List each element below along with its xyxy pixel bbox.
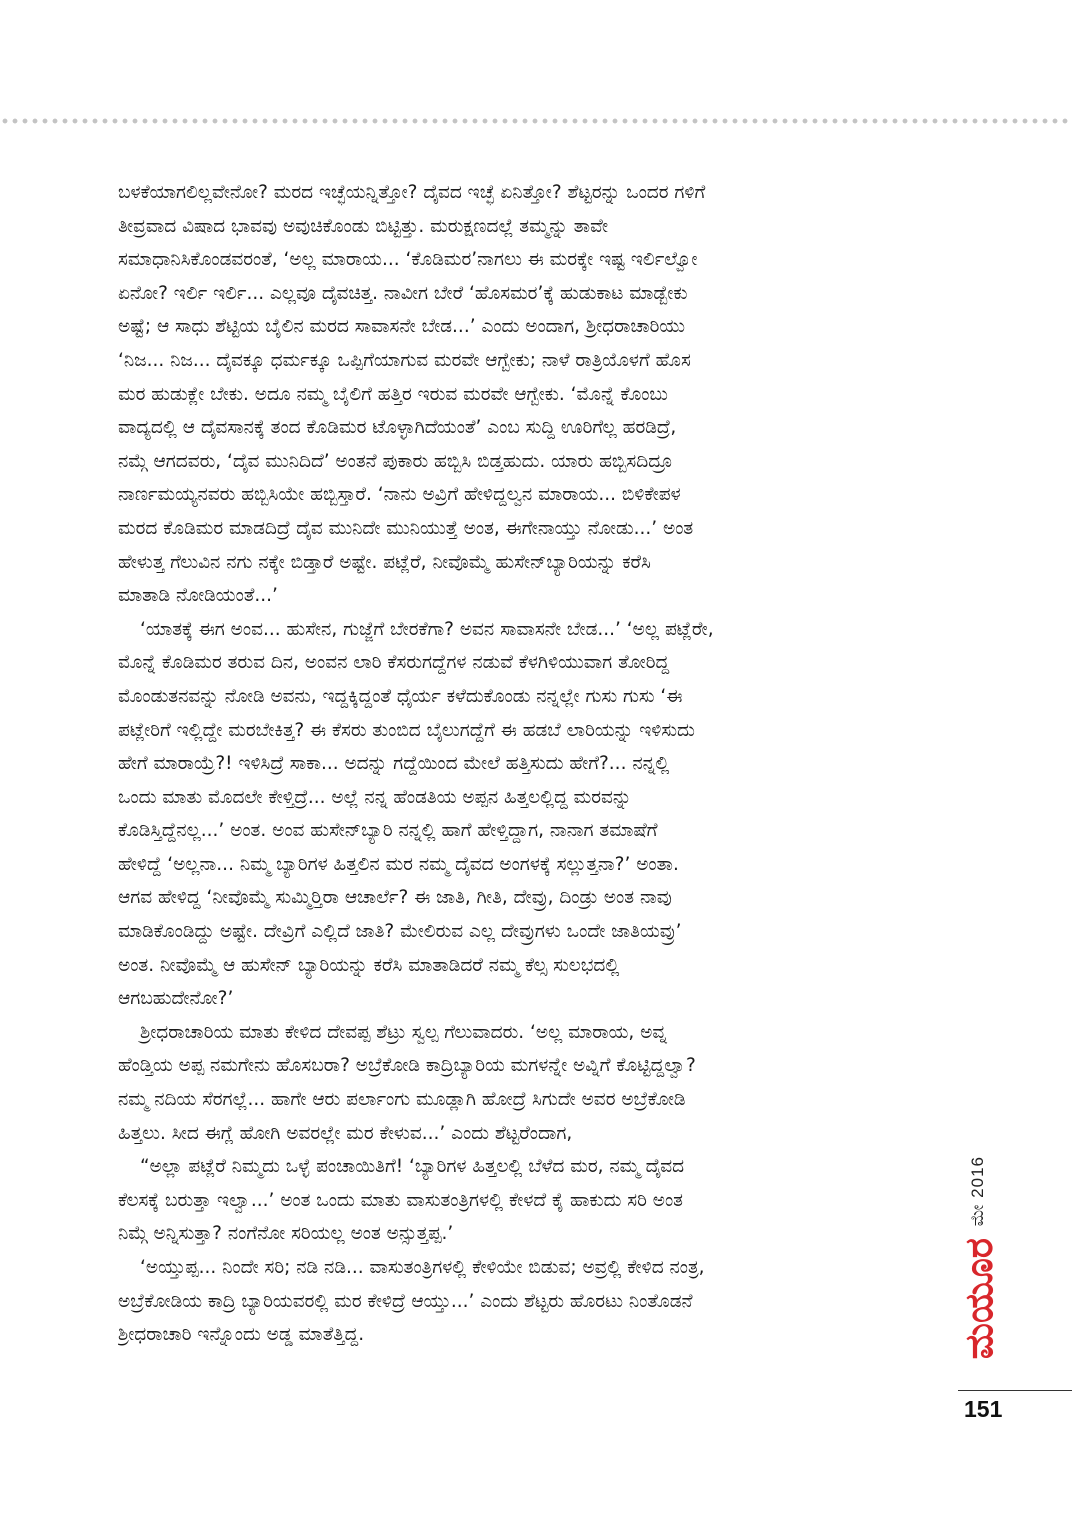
text-line: ಕೆಲಸಕ್ಕೆ ಬರುತ್ತಾ ಇಲ್ವಾ...’ ಅಂತ ಒಂದು ಮಾತು ವಾಸುತಂತ್ರಿಗಳಲ್ಲಿ ಕೇಳದೆ ಕೈ ಹಾಕುದು ಸರಿ ಅಂತ bbox=[118, 1189, 683, 1211]
text-line: ಹೇಳಿದ್ದೆ ‘ಅಲ್ಲನಾ... ನಿಮ್ಮ ಬ್ಯಾರಿಗಳ ಹಿತ್ತಲಿನ ಮರ ನಮ್ಮ ದೈವದ ಅಂಗಳಕ್ಕೆ ಸಲ್ಲುತ್ತನಾ?’ ಅಂತಾ. bbox=[118, 853, 679, 875]
text-line: ‘ಯಾತಕ್ಕೆ ಈಗ ಅಂವ... ಹುಸೇನ, ಗುಜ್ಜೆಗೆ ಬೇರಕೆಗಾ? ಅವನ ಸಾವಾಸನೇ ಬೇಡ...’ ‘ಅಲ್ಲ ಪಟ್ಲೆರೇ, bbox=[140, 618, 714, 640]
text-line: ಅಬ್ರೆಕೋಡಿಯ ಕಾದ್ರಿ ಬ್ಯಾರಿಯವರಲ್ಲಿ ಮರ ಕೇಳಿದ್ರೆ ಆಯ್ತು...’ ಎಂದು ಶೆಟ್ಟರು ಹೊರಟು ನಿಂತೊಡನೆ bbox=[118, 1290, 693, 1312]
text-line: ಮಾಡಿಕೊಂಡಿದ್ದು ಅಷ್ಟೇ. ದೇವ್ರಿಗೆ ಎಲ್ಲಿದೆ ಜಾತಿ? ಮೇಲಿರುವ ಎಲ್ಲ ದೇವ್ರುಗಳು ಒಂದೇ ಜಾತಿಯವ್ರು’ bbox=[118, 921, 682, 943]
text-line: ವಾದ್ಯದಲ್ಲಿ ಆ ದೈವಸಾನಕ್ಕೆ ತಂದ ಕೊಡಿಮರ ಟೊಳ್ಳಾಗಿದೆಯಂತೆ’ ಎಂಬ ಸುದ್ದಿ ಊರಿಗೆಲ್ಲ ಹರಡಿದ್ರೆ, bbox=[118, 417, 677, 439]
paragraph bbox=[118, 613, 948, 1016]
text-line: ಮೊಂಡುತನವನ್ನು ನೋಡಿ ಅವನು, ಇದ್ದಕ್ಕಿದ್ದಂತೆ ಧೈರ್ಯ ಕಳೆದುಕೊಂಡು ನನ್ನಲ್ಲೇ ಗುಸು ಗುಸು ‘ಈ bbox=[118, 685, 683, 707]
dotted-divider bbox=[0, 117, 1072, 125]
text-line: ನಿಮ್ಗೆ ಅನ್ನಿಸುತ್ತಾ? ನಂಗೆನೋ ಸರಿಯಲ್ಲ ಅಂತ ಅನ್ಸುತ್ತಪ್ಪ.’ bbox=[118, 1223, 454, 1245]
text-line: ಆಗವ ಹೇಳಿದ್ದ ‘ನೀವೊಮ್ಮೆ ಸುಮ್ಮಿರ್‍ತಿರಾ ಆಚಾರ್ಲೆ? ಈ ಜಾತಿ, ಗೀತಿ, ದೇವ್ರು, ದಿಂಡ್ರು ಅಂತ ನಾವು bbox=[118, 887, 672, 909]
text-line: ಏನೋ? ಇರ್ಲಿ ಇರ್ಲಿ... ಎಲ್ಲವೂ ದೈವಚಿತ್ತ. ನಾವೀಗ ಬೇರೆ ‘ಹೊಸಮರ’ಕ್ಕೆ ಹುಡುಕಾಟ ಮಾಡ್ಬೇಕು bbox=[118, 282, 688, 304]
paragraph bbox=[118, 1016, 948, 1150]
page-number: 151 bbox=[964, 1396, 1003, 1422]
text-line: ಮರ ಹುಡುಕ್ಲೇ ಬೇಕು. ಅದೂ ನಮ್ಮ ಬೈಲಿಗೆ ಹತ್ತಿರ ಇರುವ ಮರವೇ ಆಗ್ಬೇಕು. ‘ಮೊನ್ನೆ ಕೊಂಬು bbox=[118, 383, 668, 405]
text-line: ಮೊನ್ನೆ ಕೊಡಿಮರ ತರುವ ದಿನ, ಅಂವನ ಲಾರಿ ಕೆಸರುಗದ್ದೆಗಳ ನಡುವೆ ಕೆಳಗಿಳಿಯುವಾಗ ತೋರಿದ್ದ bbox=[118, 652, 670, 674]
text-line: ಬಳಕೆಯಾಗಲಿಲ್ಲವೇನೋ? ಮರದ ಇಚ್ಛೆಯನ್ನಿತ್ತೋ? ದೈವದ ಇಚ್ಛೆ ಏನಿತ್ತೋ? ಶೆಟ್ಟರನ್ನು ಒಂದರ ಗಳಿಗೆ bbox=[118, 182, 706, 203]
text-line: ‘ಅಯ್ತುಪ್ಪ... ನಿಂದೇ ಸರಿ; ನಡಿ ನಡಿ... ವಾಸುತಂತ್ರಿಗಳಲ್ಲಿ ಕೇಳಿಯೇ ಬಿಡುವ; ಅವ್ರಲ್ಲಿ ಕೇಳಿದ ನಂತ್ರ, bbox=[140, 1257, 705, 1278]
text-line: ಪಟ್ಲೇರಿಗೆ ಇಲ್ಲಿದ್ದೇ ಮರಬೇಕಿತ್ತ? ಈ ಕೆಸರು ತುಂಬಿದ ಬೈಲುಗದ್ದೆಗೆ ಈ ಹಡಬೆ ಲಾರಿಯನ್ನು ಇಳಿಸುದು bbox=[118, 719, 695, 741]
text-line: ಹೆಂಡ್ತಿಯ ಅಪ್ಪ ನಮಗೇನು ಹೊಸಬರಾ? ಅಬ್ರೆಕೋಡಿ ಕಾದ್ರಿಬ್ಯಾರಿಯ ಮಗಳನ್ನೇ ಅವ್ನಿಗೆ ಕೊಟ್ಟಿದ್ದಲ್ವಾ? bbox=[118, 1055, 696, 1077]
text-line: ಹಿತ್ತಲು. ಸೀದ ಈಗ್ಲೆ ಹೋಗಿ ಅವರಲ್ಲೇ ಮರ ಕೇಳುವ...’ ಎಂದು ಶೆಟ್ಟರೆಂದಾಗ, bbox=[118, 1122, 573, 1144]
text-line: ಮರದ ಕೊಡಿಮರ ಮಾಡದಿದ್ರೆ ದೈವ ಮುನಿದೇ ಮುನಿಯುತ್ತೆ ಅಂತ, ಈಗೇನಾಯ್ತು ನೋಡು...’ ಅಂತ bbox=[118, 517, 694, 539]
text-line: ಸಮಾಧಾನಿಸಿಕೊಂಡವರಂತೆ, ‘ಅಲ್ಲ ಮಾರಾಯ... ‘ಕೊಡಿಮರ’ನಾಗಲು ಈ ಮರಕ್ಕೇ ಇಷ್ಟ ಇರ್ಲಿಲ್ವೋ bbox=[118, 249, 698, 271]
text-line: ಅಷ್ಟೆ; ಆ ಸಾಧು ಶೆಟ್ಟಿಯ ಬೈಲಿನ ಮರದ ಸಾವಾಸನೇ ಬೇಡ...’ ಎಂದು ಅಂದಾಗ, ಶ್ರೀಧರಾಚಾರಿಯು bbox=[118, 316, 686, 338]
text-line: ಶ್ರೀಧರಾಚಾರಿಯ ಮಾತು ಕೇಳಿದ ದೇವಪ್ಪ ಶೆಟ್ರು ಸ್ವಲ್ಪ ಗೆಲುವಾದರು. ‘ಅಲ್ಲ ಮಾರಾಯ, ಅವ್ನ bbox=[140, 1021, 667, 1043]
article-body bbox=[118, 176, 948, 1352]
text-line: ‘ನಿಜ... ನಿಜ... ದೈವಕ್ಕೂ ಧರ್ಮಕ್ಕೂ ಒಪ್ಪಿಗೆಯಾಗುವ ಮರವೇ ಆಗ್ಬೇಕು; ನಾಳೆ ರಾತ್ರಿಯೊಳಗೆ ಹೊಸ bbox=[118, 349, 691, 371]
text-line: ನಮ್ಗೆ ಆಗದವರು, ‘ದೈವ ಮುನಿದಿದೆ’ ಅಂತನೆ ಪುಕಾರು ಹಬ್ಬಿಸಿ ಬಿಡ್ತಹುದು. ಯಾರು ಹಬ್ಬಿಸದಿದ್ರೂ bbox=[118, 450, 673, 472]
issue-date: ಮೇ 2016 bbox=[968, 1156, 987, 1227]
text-line: ಮಾತಾಡಿ ನೋಡಿಯಂತೆ...’ bbox=[118, 585, 278, 607]
text-line: ಕೊಡಿಸ್ತಿದ್ದೆನಲ್ಲ...’ ಅಂತ. ಅಂವ ಹುಸೇನ್‌ಬ್ಯಾರಿ ನನ್ನಲ್ಲಿ ಹಾಗೆ ಹೇಳ್ತಿದ್ದಾಗ, ನಾನಾಗ ತಮಾಷೆಗೆ bbox=[118, 820, 658, 842]
text-line: ಒಂದು ಮಾತು ಮೊದಲೇ ಕೇಳ್ತಿದ್ರೆ... ಅಲ್ಲೆ ನನ್ನ ಹೆಂಡತಿಯ ಅಪ್ಪನ ಹಿತ್ತಲಲ್ಲಿದ್ದ ಮರವನ್ನು bbox=[118, 786, 632, 808]
text-line: ನಾರ್ಣಮಯ್ಯನವರು ಹಬ್ಬಿಸಿಯೇ ಹಬ್ಬಿಸ್ತಾರೆ. ‘ನಾನು ಅವ್ರಿಗೆ ಹೇಳಿದ್ದಲ್ವನ ಮಾರಾಯ... ಬಿಳಿಕೇಪಳ bbox=[118, 484, 681, 506]
text-line: ತೀವ್ರವಾದ ವಿಷಾದ ಭಾವವು ಅವುಚಿಕೊಂಡು ಬಿಟ್ಟಿತ್ತು. ಮರುಕ್ಷಣದಲ್ಲೆ ತಮ್ಮನ್ನು ತಾವೇ bbox=[118, 215, 609, 237]
text-line: ಶ್ರೀಧರಾಚಾರಿ ಇನ್ನೊಂದು ಅಡ್ಡ ಮಾತೆತ್ತಿದ್ದ. bbox=[118, 1324, 365, 1346]
paragraph bbox=[118, 1251, 948, 1352]
magazine-logo: ಮಯೂರ bbox=[957, 1238, 1001, 1360]
paragraph bbox=[118, 1150, 948, 1251]
paragraph bbox=[118, 176, 948, 613]
text-line: ಅಂತ. ನೀವೊಮ್ಮೆ ಆ ಹುಸೇನ್ ಬ್ಯಾರಿಯನ್ನು ಕರೆಸಿ ಮಾತಾಡಿದರೆ ನಮ್ಮ ಕೆಲ್ಸ ಸುಲಭದಲ್ಲಿ bbox=[118, 954, 620, 976]
text-line: ನಮ್ಮ ನದಿಯ ಸೆರಗಲ್ಲೆ... ಹಾಗೇ ಆರು ಪರ್ಲಾಂಗು ಮೂಡ್ಲಾಗಿ ಹೋದ್ರೆ ಸಿಗುದೇ ಅವರ ಅಬ್ರೆಕೋಡಿ bbox=[118, 1089, 686, 1111]
text-line: ಹೇಳುತ್ತ ಗೆಲುವಿನ ನಗು ನಕ್ಕೇ ಬಿಡ್ತಾರೆ ಅಷ್ಟೇ. ಪಟ್ಲೆರೆ, ನೀವೊಮ್ಮೆ ಹುಸೇನ್‌ಬ್ಯಾರಿಯನ್ನು ಕರೆಸಿ bbox=[118, 551, 651, 573]
footer-rule bbox=[958, 1390, 1072, 1391]
text-line: “ಅಲ್ಲಾ ಪಟ್ಲೆರೆ ನಿಮ್ಮದು ಒಳ್ಳೆ ಪಂಚಾಯಿತಿಗೆ! ‘ಬ್ಯಾರಿಗಳ ಹಿತ್ತಲಲ್ಲಿ ಬೆಳೆದ ಮರ, ನಮ್ಮ ದೈವದ bbox=[140, 1156, 685, 1178]
magazine-sidebar bbox=[956, 1150, 1026, 1380]
text-line: ಆಗಬಹುದೇನೋ?’ bbox=[118, 988, 234, 1010]
text-line: ಹೇಗೆ ಮಾರಾಯ್ರೆ?! ಇಳಿಸಿದ್ರೆ ಸಾಕಾ... ಅದನ್ನು ಗದ್ದೆಯಿಂದ ಮೇಲೆ ಹತ್ತಿಸುದು ಹೇಗೆ?... ನನ್ನಲ್ಲಿ bbox=[118, 753, 670, 775]
